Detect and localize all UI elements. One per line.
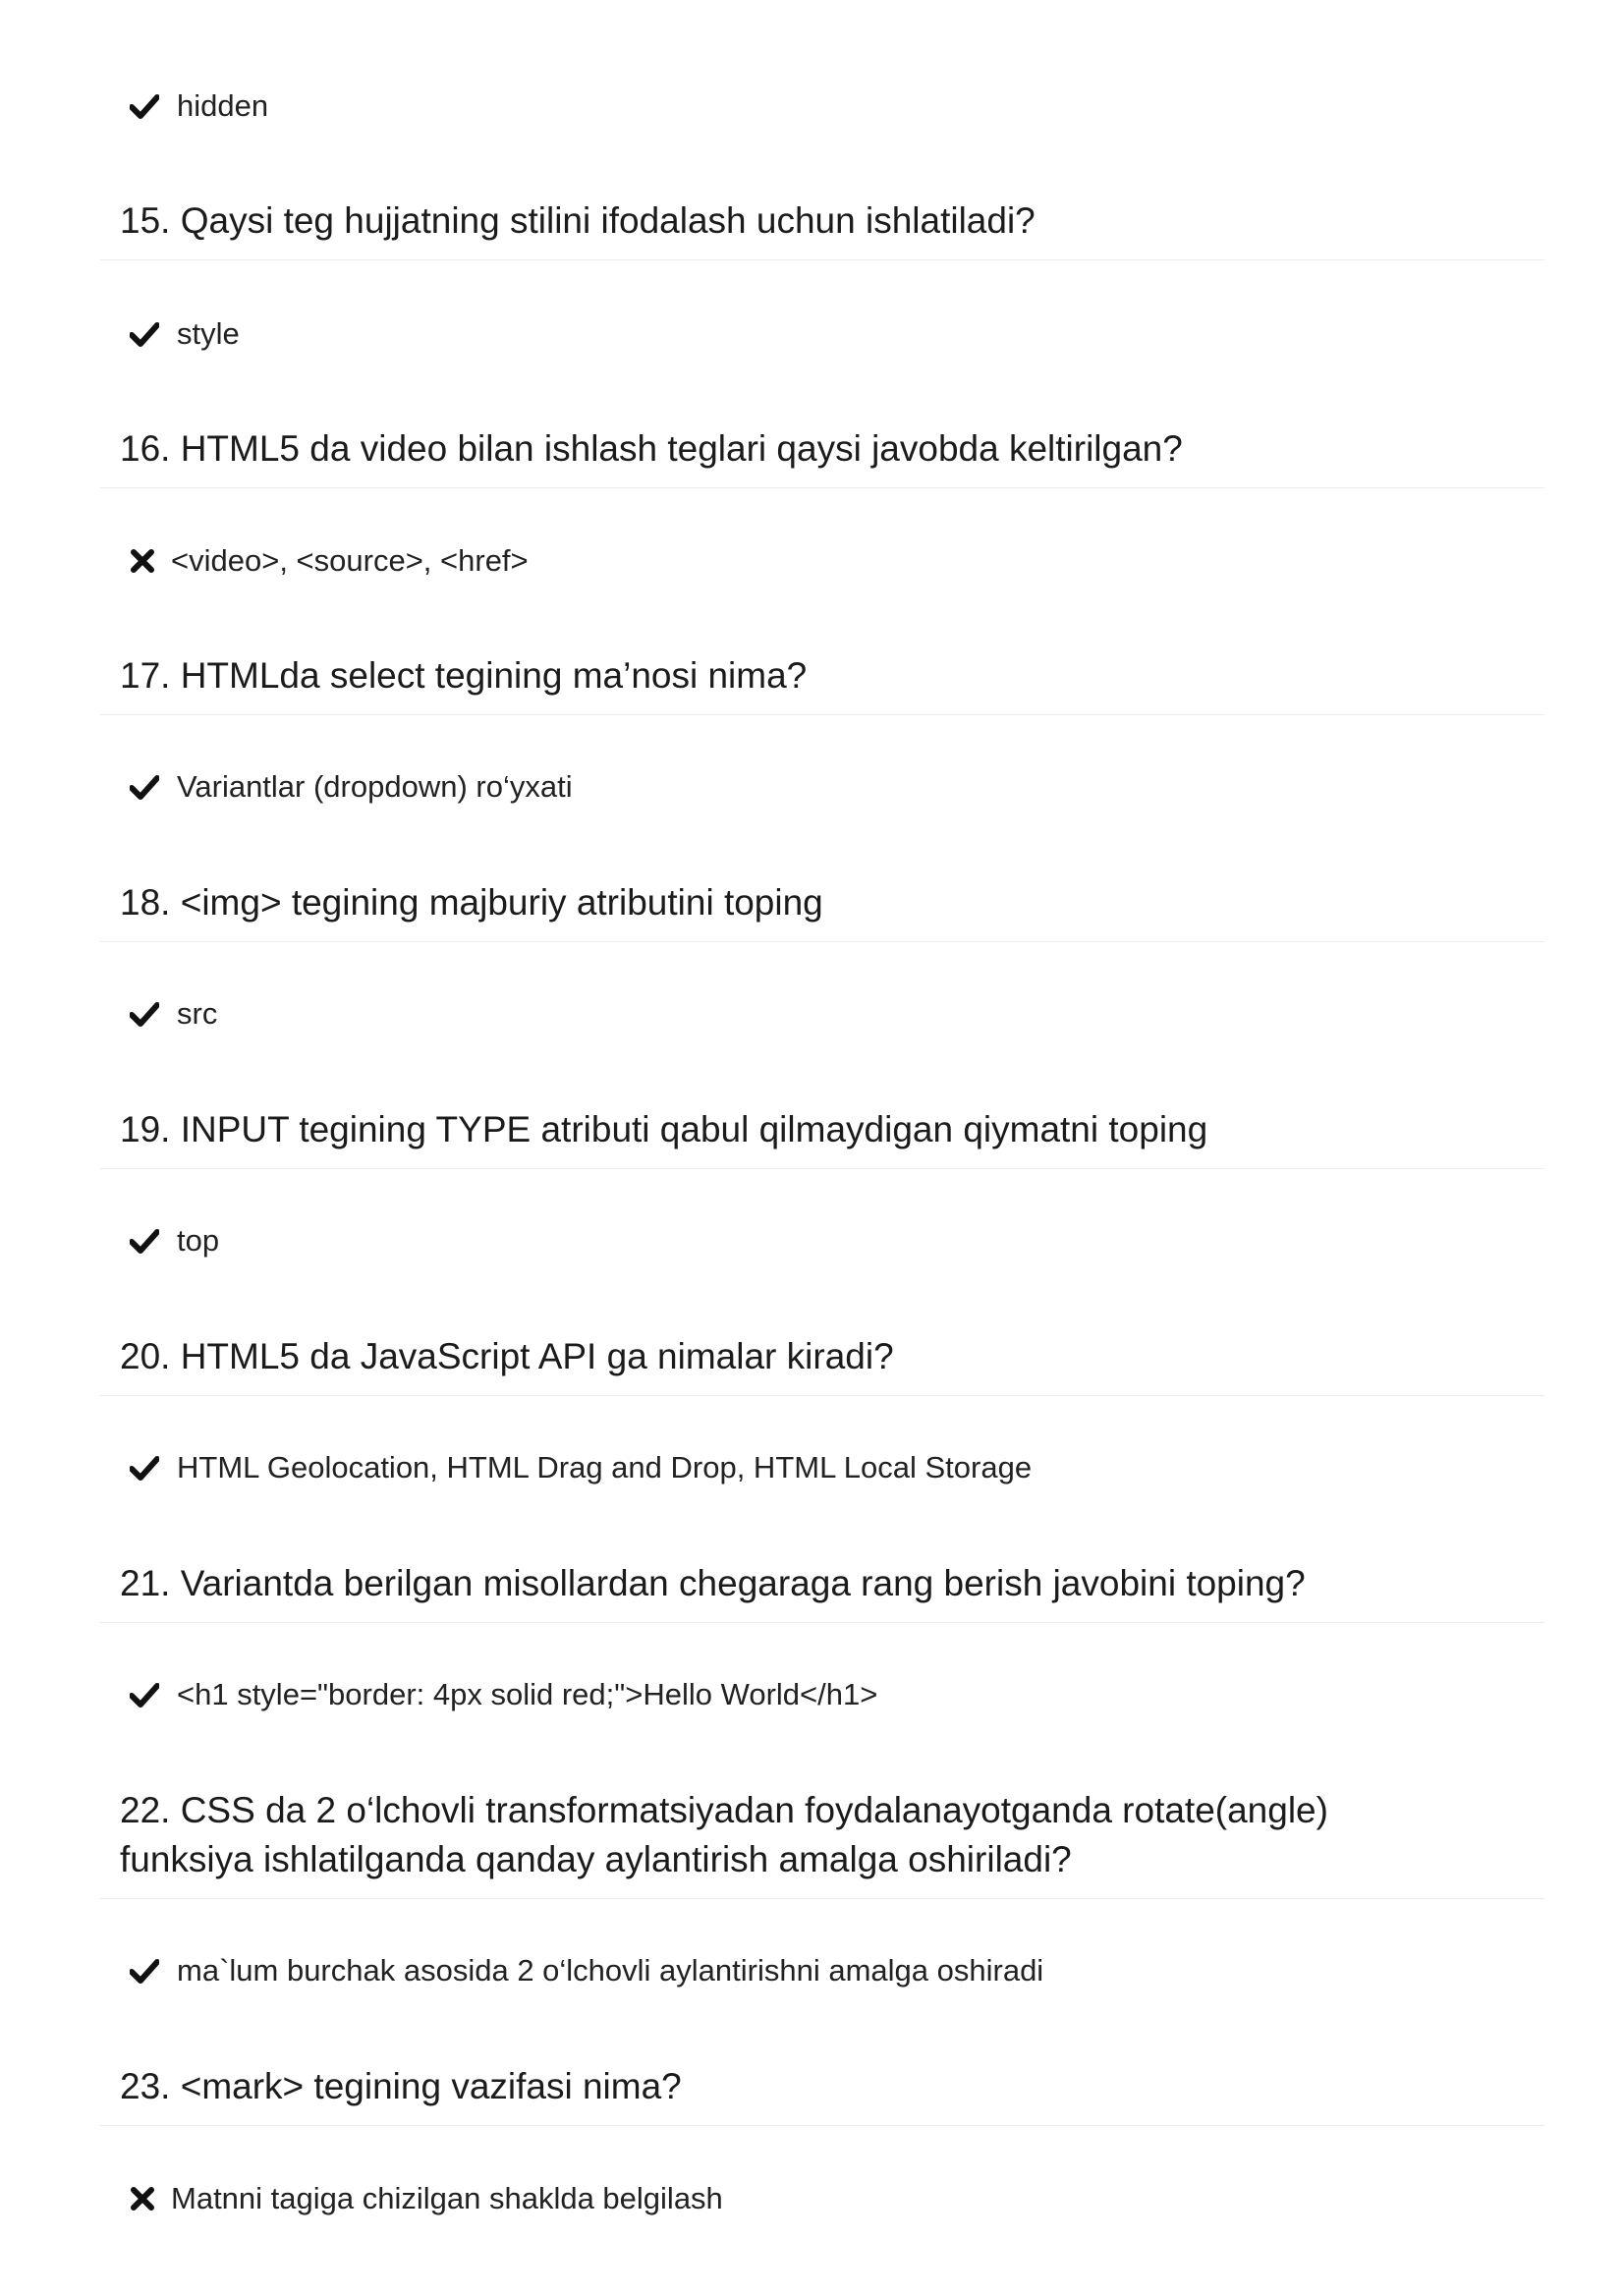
question-block-17 — [100, 651, 1544, 715]
answer-text: HTML Geolocation, HTML Drag and Drop, HTML Local Storage — [177, 1450, 1033, 1484]
answer-block-14 — [100, 86, 1544, 126]
cross-icon — [130, 546, 159, 576]
question-text: 22. CSS da 2 o‘lchovli transformatsiyadan foydalanayotganda rotate(angle) funksiya ishlatilganda qanday aylantirish amalga oshiriladi? — [120, 1790, 1339, 1879]
question-title — [100, 1332, 1544, 1396]
cross-icon — [130, 2184, 159, 2213]
question-text: 21. Variantda berilgan misollardan chegaraga rang berish javobini toping? — [120, 1563, 1306, 1603]
question-text: 19. INPUT tegining TYPE atributi qabul qilmaydigan qiymatni toping — [120, 1109, 1208, 1149]
answer-block-19 — [100, 1221, 1544, 1260]
answer-row — [100, 767, 1544, 807]
answer-row — [100, 1951, 1544, 1990]
question-title — [100, 2062, 1544, 2126]
answer-row — [100, 994, 1544, 1034]
question-text: 23. <mark> tegining vazifasi nima? — [120, 2066, 682, 2106]
check-icon — [130, 1956, 159, 1986]
check-icon — [130, 319, 159, 349]
question-block-22 — [100, 1786, 1544, 1899]
question-title — [100, 424, 1544, 488]
question-title — [100, 651, 1544, 715]
question-block-21 — [100, 1559, 1544, 1623]
answer-row — [100, 541, 1544, 581]
answer-text: <h1 style="border: 4px solid red;">Hello World</h1> — [177, 1677, 878, 1711]
answer-text: src — [177, 996, 218, 1031]
question-text: 15. Qaysi teg hujjatning stilini ifodalash uchun ishlatiladi? — [120, 200, 1036, 241]
answer-text: <video>, <source>, <href> — [171, 543, 529, 578]
answer-block-22 — [100, 1951, 1544, 1990]
answer-row — [100, 1448, 1544, 1487]
question-block-16 — [100, 424, 1544, 488]
question-block-15 — [100, 196, 1544, 260]
answer-block-17 — [100, 767, 1544, 807]
answer-row — [100, 2179, 1544, 2218]
question-title — [100, 1105, 1544, 1169]
check-icon — [130, 1680, 159, 1709]
check-icon — [130, 772, 159, 802]
question-block-19 — [100, 1105, 1544, 1169]
question-title — [100, 1559, 1544, 1623]
answer-row — [100, 1221, 1544, 1260]
question-text: 17. HTMLda select tegining ma’nosi nima? — [120, 655, 808, 696]
answer-text: Matnni tagiga chizilgan shaklda belgilash — [171, 2181, 723, 2215]
question-text: 18. <img> tegining majburiy atributini toping — [120, 882, 823, 923]
check-icon — [130, 1226, 159, 1256]
answer-block-23 — [100, 2179, 1544, 2218]
answer-text: ma`lum burchak asosida 2 o‘lchovli aylantirishni amalga oshiradi — [177, 1953, 1044, 1988]
question-block-20 — [100, 1332, 1544, 1396]
question-text: 16. HTML5 da video bilan ishlash teglari qaysi javobda keltirilgan? — [120, 428, 1183, 469]
question-block-23 — [100, 2062, 1544, 2126]
answer-row — [100, 86, 1544, 126]
answer-row — [100, 1675, 1544, 1714]
answer-block-18 — [100, 994, 1544, 1034]
answer-block-15 — [100, 314, 1544, 354]
question-title — [100, 196, 1544, 260]
check-icon — [130, 91, 159, 121]
answer-block-16 — [100, 541, 1544, 581]
question-text: 20. HTML5 da JavaScript API ga nimalar kiradi? — [120, 1336, 894, 1376]
answer-text: hidden — [177, 88, 269, 123]
check-icon — [130, 999, 159, 1029]
answer-text: top — [177, 1223, 220, 1258]
answer-row — [100, 314, 1544, 354]
check-icon — [130, 1453, 159, 1483]
question-title — [100, 878, 1544, 942]
answer-block-20 — [100, 1448, 1544, 1487]
answer-text: style — [177, 316, 240, 351]
question-title — [100, 1786, 1544, 1899]
answer-block-21 — [100, 1675, 1544, 1714]
answer-text: Variantlar (dropdown) ro‘yxati — [177, 769, 573, 804]
question-block-18 — [100, 878, 1544, 942]
